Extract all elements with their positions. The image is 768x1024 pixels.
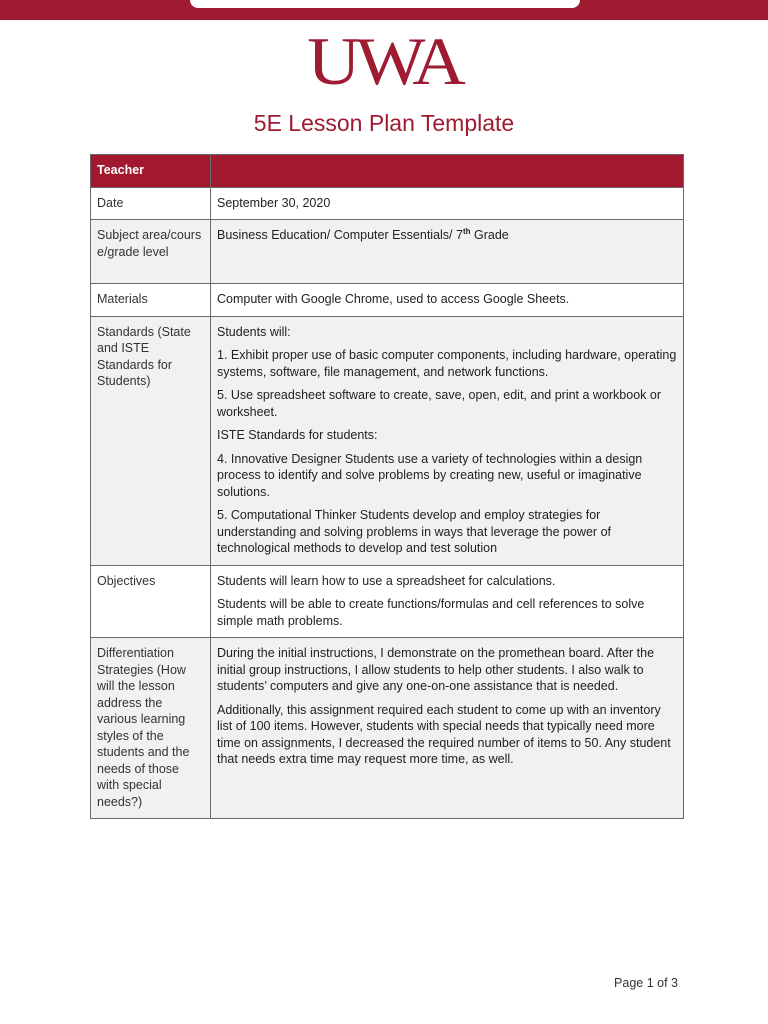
differentiation-paragraph: Additionally, this assignment required each student to come up with an inventory list of 100 items. However, students with special needs that typically need more time on assignments, I decreased the required number of items to 50. Any student that needs extra time may request more time, as well.: [217, 702, 671, 766]
lesson-plan-table: [90, 154, 684, 819]
teacher-label: Teacher: [91, 155, 211, 188]
table-row-objectives: [91, 565, 684, 638]
differentiation-paragraph: During the initial instructions, I demonstrate on the promethean board. After the initial group instructions, I allow students to help other students. I also walk to students’ computers and give any one-on-one assistance that is needed.: [217, 646, 655, 693]
objectives-label: Objectives: [91, 565, 211, 638]
uwa-logo: UWA: [307, 24, 461, 100]
table-row-date: [91, 187, 684, 220]
objectives-paragraph: Students will learn how to use a spreadsheet for calculations.: [217, 573, 556, 588]
materials-value: Computer with Google Chrome, used to access Google Sheets.: [211, 284, 684, 317]
date-value: September 30, 2020: [211, 187, 684, 220]
standards-paragraph: 5. Use spreadsheet software to create, save, open, edit, and print a workbook or worksheet.: [217, 388, 662, 419]
standards-paragraph: 4. Innovative Designer Students use a variety of technologies within a design process to identify and solve problems by creating new, useful or imaginative solutions.: [217, 451, 643, 499]
differentiation-value: [211, 638, 684, 819]
table-row-differentiation: [91, 638, 684, 819]
standards-paragraph: 1. Exhibit proper use of basic computer components, including hardware, operating systems, software, file management, and network functions.: [217, 348, 677, 379]
standards-label: Standards (State and ISTE Standards for Students): [91, 316, 211, 565]
standards-paragraph: ISTE Standards for students:: [217, 428, 378, 442]
date-label: Date: [91, 187, 211, 220]
teacher-value: [211, 155, 684, 188]
top-brand-tab: [190, 0, 580, 8]
standards-paragraph: 5. Computational Thinker Students develop and employ strategies for understanding and solving problems in ways that leverage the power of technological methods to develop and test solution: [217, 508, 611, 555]
table-row-materials: [91, 284, 684, 317]
subject-value: Business Education/ Computer Essentials/ 7th Grade: [211, 220, 684, 284]
table-header-row: [91, 155, 684, 188]
table-row-subject: [91, 220, 684, 284]
objectives-paragraph: Students will be able to create functions/formulas and cell references to solve simple math problems.: [217, 597, 645, 628]
subject-label: Subject area/course/grade level: [91, 220, 211, 284]
differentiation-label: Differentiation Strategies (How will the lesson address the various learning styles of the students and the needs of those with special needs?): [91, 638, 211, 819]
page-title: 5E Lesson Plan Template: [253, 110, 515, 136]
standards-value: [211, 316, 684, 565]
objectives-value: [211, 565, 684, 638]
grade-superscript: th: [462, 226, 471, 236]
materials-label: Materials: [91, 284, 211, 317]
table-row-standards: [91, 316, 684, 565]
page-number: Page 1 of 3: [614, 976, 678, 990]
standards-paragraph: Students will:: [217, 324, 291, 339]
